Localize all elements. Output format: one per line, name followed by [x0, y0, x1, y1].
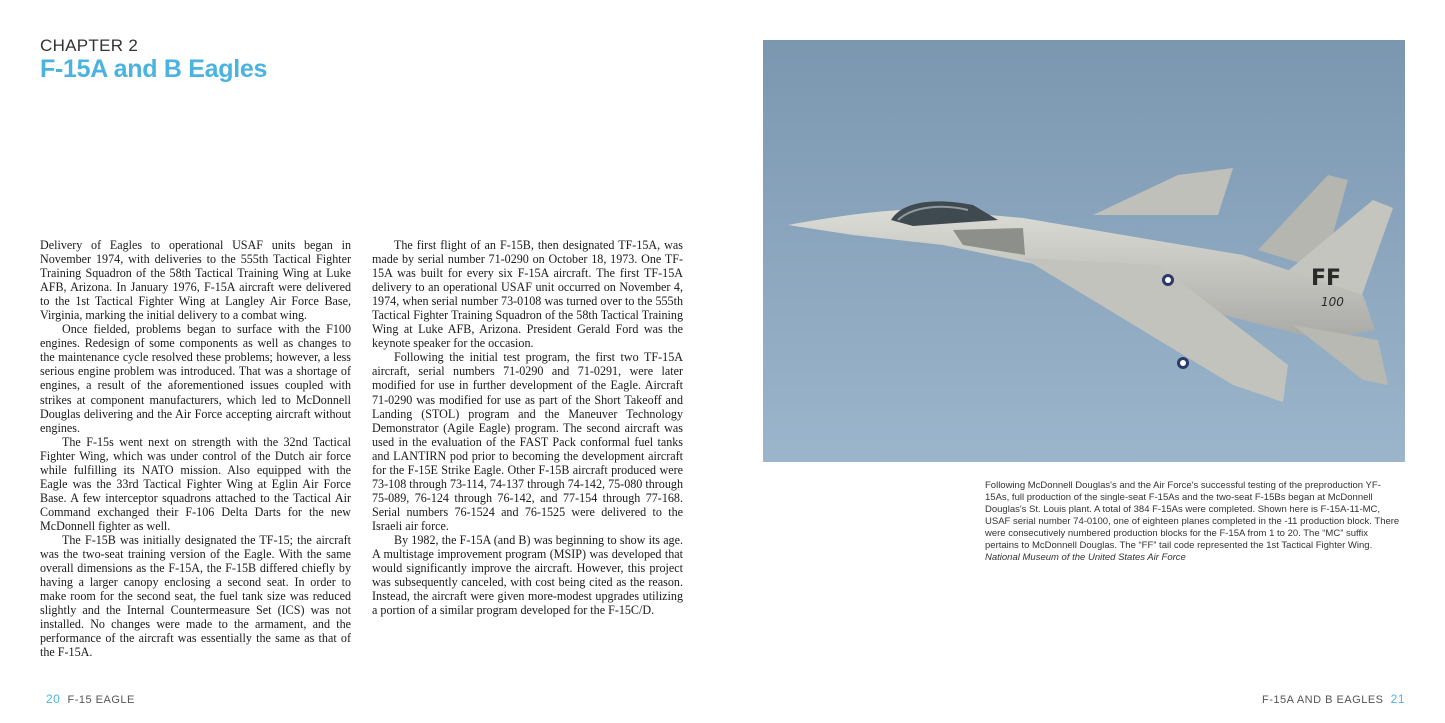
f15-aircraft-illustration — [763, 40, 1405, 462]
paragraph: By 1982, the F-15A (and B) was beginning to show its age. A multistage improvement program (MSIP) was developed that would significantly improve the aircraft. However, this project was subsequently canceled, with cost being cited as the reason. Instead, the aircraft were given more-modest upgrades utilizing a portion of a similar program developed for the F-15C/D. — [372, 532, 683, 618]
page-number-right: 21 — [1390, 692, 1405, 706]
caption-text: Following McDonnell Douglas's and the Air Force's successful testing of the preproduction YF-15As, full production of the single-seat F-15As and the two-seat F-15Bs began at McDonnell Douglas's St. Louis plant. A total of 384 F-15As were completed. Shown here is F-15A-11-MC, USAF serial number 74-0100, one of eighteen planes completed in the -11 production block. There were consecutively numbered production blocks for the F-15A from 1 to 20. The “MC” suffix pertains to McDonnell Douglas. The “FF” tail code represented the 1st Tactical Fighter Wing. — [985, 480, 1400, 551]
tail-number: 100 — [1321, 295, 1344, 309]
tail-code: FF — [1311, 266, 1342, 291]
paragraph: The F-15B was initially designated the TF-15; the aircraft was the two-seat training version of the Eagle. With the same overall dimensions as the F-15A, the F-15B differed chiefly by having a larger canopy enclosing a second seat. In order to make room for the second seat, the fuel tank size was reduced slightly and the Internal Countermeasure Set (ICS) was not installed. No changes were made to the armament, and the performance of the aircraft was essentially the same as that of the F-15A. — [40, 532, 351, 660]
paragraph: The F-15s went next on strength with the 32nd Tactical Fighter Wing, which was under control of the Dutch air force while fulfilling its NATO mission. Also equipped with the Eagle was the 33rd Tactical Fighter Wing at Eglin Air Force Base. A few interceptor squadrons attached to the Tactical Air Command exchanged their F-106 Delta Darts for the new McDonnell fighter as well. — [40, 434, 351, 533]
running-title-left: F-15 EAGLE — [67, 694, 135, 706]
paragraph: Once fielded, problems began to surface with the F100 engines. Redesign of some components as well as changes to the maintenance cycle resolved these problems; however, a less serious engine problem was introduced. That was a shortage of engines, a result of the aforementioned issues coupled with strikes at component manufacturers, which led to McDonnell Douglas delivering and the Air Force accepting aircraft without engines. — [40, 322, 351, 435]
folio-left — [46, 692, 135, 706]
chapter-title: F-15A and B Eagles — [40, 55, 268, 83]
chapter-label: CHAPTER 2 — [40, 36, 139, 55]
paragraph: The first flight of an F-15B, then designated TF-15A, was made by serial number 71-0290 on October 18, 1973. One TF-15A was built for every six F-15A aircraft. The first TF-15A delivery to an operational USAF unit occurred on November 4, 1974, when serial number 73-0108 was turned over to the 555th Tactical Fighter Training Squadron of the 58th Tactical Training Wing at Luke AFB, Arizona. President Gerald Ford was the keynote speaker for the occasion. — [372, 238, 683, 351]
photo-caption — [985, 480, 1403, 564]
paragraph: Delivery of Eagles to operational USAF units began in November 1974, with deliveries to the 555th Tactical Fighter Training Squadron of the 58th Tactical Training Wing at Luke AFB, Arizona. In January 1976, F-15A aircraft were delivered to the 1st Tactical Fighter Wing at Langley Air Force Base, Virginia, marking the initial delivery to a combat wing. — [40, 238, 351, 323]
aircraft-photo — [763, 40, 1405, 462]
paragraph: Following the initial test program, the first two TF-15A aircraft, serial numbers 71-0290 and 71-0291, were later modified for use in further development of the Eagle. Aircraft 71-0290 was modified for use as part of the Short Takeoff and Landing (STOL) program and the Maneuver Technology Demonstrator (Agile Eagle) program. The second aircraft was used in the evaluation of the FAST Pack conformal fuel tanks and LANTIRN pod prior to becoming the development aircraft for the F-15E Strike Eagle. Other F-15B aircraft produced were 73-108 through 73-114, 74-137 through 74-142, 75-080 through 75-089, 76-124 through 76-142, and 77-154 through 77-168. Serial numbers 76-1524 and 76-1525 were delivered to the Israeli air force. — [372, 350, 683, 533]
text-column-left — [40, 238, 351, 659]
folio-right — [1262, 692, 1405, 706]
running-title-right: F-15A AND B EAGLES — [1262, 694, 1384, 706]
text-column-middle — [372, 238, 683, 617]
page-number-left: 20 — [46, 692, 61, 706]
caption-credit: National Museum of the United States Air Force — [985, 552, 1186, 563]
